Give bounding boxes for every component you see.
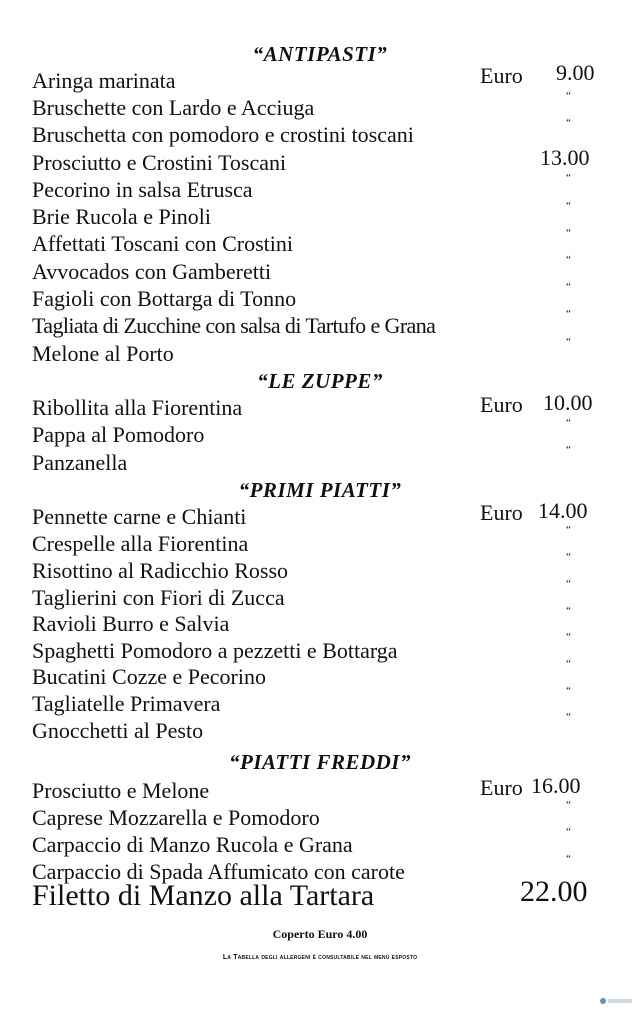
ditto-mark: “ <box>566 578 571 590</box>
price-label-freddi: Euro <box>480 775 523 800</box>
menu-item: Caprese Mozzarella e Pomodoro <box>32 805 320 830</box>
ditto-mark: “ <box>566 417 571 429</box>
menu-item: Prosciutto e Melone <box>32 778 210 803</box>
price-special: 22.00 <box>520 875 588 908</box>
menu-item: Avvocados con Gamberetti <box>32 259 272 284</box>
ditto-mark: “ <box>566 605 571 617</box>
menu-item: Pecorino in salsa Etrusca <box>32 177 253 202</box>
price-label-primi: Euro <box>480 500 523 525</box>
corner-stamp <box>598 996 634 1006</box>
ditto-mark: “ <box>566 711 571 723</box>
menu-item: Brie Rucola e Pinoli <box>32 204 212 229</box>
price-label-antipasti: Euro <box>480 63 523 88</box>
coperto-note: Coperto Euro 4.00 <box>272 927 368 941</box>
menu-item: Gnocchetti al Pesto <box>32 718 204 743</box>
menu-item: Melone al Porto <box>32 341 174 366</box>
menu-item: Carpaccio di Spada Affumicato con carote <box>32 859 405 884</box>
menu-item: Spaghetti Pomodoro a pezzetti e Bottarga <box>32 638 398 663</box>
ditto-mark: “ <box>566 336 571 348</box>
section-title-freddi: “PIATTI FREDDI” <box>229 750 411 774</box>
ditto-mark: “ <box>566 444 571 456</box>
price-primi: 14.00 <box>538 498 588 523</box>
ditto-mark: “ <box>566 172 571 184</box>
menu-item: Crespelle alla Fiorentina <box>32 531 249 556</box>
ditto-mark: “ <box>566 685 571 697</box>
menu-item: Pennette carne e Chianti <box>32 504 247 529</box>
menu-item: Affettati Toscani con Crostini <box>32 231 293 256</box>
ditto-mark: “ <box>566 799 571 811</box>
ditto-mark: “ <box>566 308 571 320</box>
ditto-mark: “ <box>566 281 571 293</box>
menu-item: Bruschette con Lardo e Acciuga <box>32 95 315 120</box>
price-freddi: 16.00 <box>531 773 581 798</box>
menu-item: Tagliatelle Primavera <box>32 691 221 716</box>
section-title-zuppe: “LE ZUPPE” <box>257 369 383 393</box>
menu-item: Prosciutto e Crostini Toscani <box>32 150 287 175</box>
stamp-logo-icon <box>598 996 634 1006</box>
menu-item: Bruschetta con pomodoro e crostini toscani <box>32 122 414 147</box>
ditto-mark: “ <box>566 227 571 239</box>
ditto-mark: “ <box>566 90 571 102</box>
menu-item-special: Filetto di Manzo alla Tartara <box>32 879 375 912</box>
menu-item: Ribollita alla Fiorentina <box>32 395 243 420</box>
price-label-zuppe: Euro <box>480 392 523 417</box>
ditto-mark: “ <box>566 658 571 670</box>
menu-item: Ravioli Burro e Salvia <box>32 611 230 636</box>
ditto-mark: “ <box>566 524 571 536</box>
price-zuppe: 10.00 <box>543 390 593 415</box>
menu-item: Bucatini Cozze e Pecorino <box>32 664 266 689</box>
ditto-mark: “ <box>566 631 571 643</box>
menu-item: Fagioli con Bottarga di Tonno <box>32 286 297 311</box>
allergeni-note: La Tabella degli allergeni è consultabile nel menù esposto <box>222 954 418 961</box>
ditto-mark: “ <box>566 826 571 838</box>
menu-item: Carpaccio di Manzo Rucola e Grana <box>32 832 353 857</box>
menu-item: Risottino al Radicchio Rosso <box>32 558 289 583</box>
ditto-mark: “ <box>566 117 571 129</box>
ditto-mark: “ <box>566 853 571 865</box>
ditto-mark: “ <box>566 254 571 266</box>
menu-item: Taglierini con Fiori di Zucca <box>32 585 285 610</box>
section-title-primi: “PRIMI PIATTI” <box>238 478 402 502</box>
menu-item: Tagliata di Zucchine con salsa di Tartufo e Grana <box>32 313 436 338</box>
price-antipasti: 9.00 <box>556 60 595 85</box>
ditto-mark: “ <box>566 551 571 563</box>
section-title-antipasti: “ANTIPASTI” <box>252 42 388 66</box>
price-antipasti-second: 13.00 <box>540 145 590 170</box>
menu-item: Aringa marinata <box>32 68 176 93</box>
menu-item: Pappa al Pomodoro <box>32 422 205 447</box>
menu-item: Panzanella <box>32 450 128 475</box>
ditto-mark: “ <box>566 200 571 212</box>
